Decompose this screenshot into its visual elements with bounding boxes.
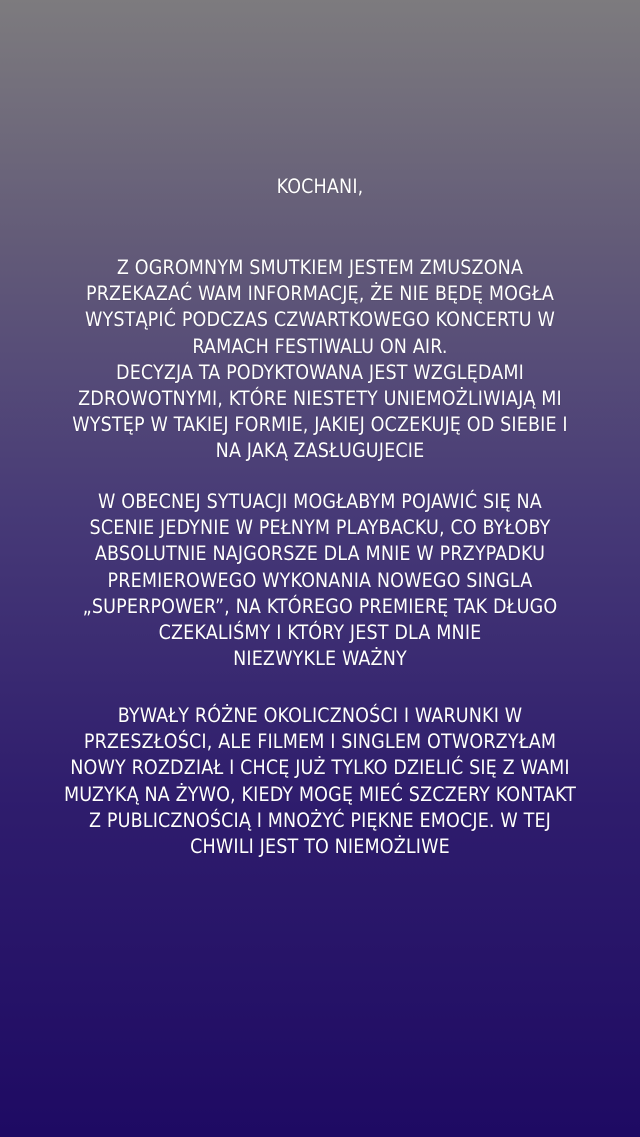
paragraph-line: PRZESZŁOŚCI, ALE FILMEM I SINGLEM OTWORZYŁAM	[83, 730, 557, 754]
paragraph-line: PREMIEROWEGO WYKONANIA NOWEGO SINGLA	[107, 568, 533, 592]
greeting-line: KOCHANI,	[276, 175, 364, 198]
paragraph-line: CZEKALIŚMY I KTÓRY JEST DLA MNIE	[158, 621, 482, 645]
paragraph-line: RAMACH FESTIWALU ON AIR.	[192, 334, 448, 358]
paragraph-line: MUZYKĄ NA ŻYWO, KIEDY MOGĘ MIEĆ SZCZERY KONTAKT	[63, 782, 577, 806]
paragraph-line: NA JAKĄ ZASŁUGUJECIE	[215, 439, 425, 463]
paragraph-line: NIEZWYKLE WAŻNY	[233, 647, 407, 671]
paragraph-line: „SUPERPOWER”, NA KTÓREGO PREMIERĘ TAK DŁUGO	[82, 594, 558, 618]
paragraph-line: Z PUBLICZNOŚCIĄ I MNOŻYĆ PIĘKNE EMOCJE. W TEJ	[88, 808, 552, 832]
paragraph-line: W OBECNEJ SYTUACJI MOGŁABYM POJAWIĆ SIĘ NA	[98, 490, 542, 513]
greeting-text	[0, 174, 640, 200]
paragraph-line: SCENIE JEDYNIE W PEŁNYM PLAYBACKU, CO BYŁOBY	[89, 516, 551, 540]
paragraph-line: ABSOLUTNIE NAJGORSZE DLA MNIE W PRZYPADKU	[94, 542, 546, 566]
paragraph-line: CHWILI JEST TO NIEMOŻLIWE	[190, 835, 450, 859]
paragraph-line: NOWY ROZDZIAŁ I CHCĘ JUŻ TYLKO DZIELIĆ SIĘ Z WAMI	[70, 756, 570, 780]
paragraph-1	[0, 255, 640, 465]
paragraph-line: DECYZJA TA PODYKTOWANA JEST WZGLĘDAMI	[116, 360, 524, 384]
paragraph-line: ZDROWOTNYMI, KTÓRE NIESTETY UNIEMOŻLIWIAJĄ MI	[78, 387, 562, 411]
paragraph-3	[0, 703, 640, 860]
paragraph-2	[0, 489, 640, 672]
paragraph-line: WYSTĄPIĆ PODCZAS CZWARTKOWEGO KONCERTU W	[85, 308, 555, 332]
paragraph-line: Z OGROMNYM SMUTKIEM JESTEM ZMUSZONA	[116, 256, 524, 279]
paragraph-line: BYWAŁY RÓŻNE OKOLICZNOŚCI I WARUNKI W	[117, 704, 523, 727]
paragraph-line: WYSTĘP W TAKIEJ FORMIE, JAKIEJ OCZEKUJĘ OD SIEBIE I	[72, 413, 568, 437]
paragraph-line: PRZEKAZAĆ WAM INFORMACJĘ, ŻE NIE BĘDĘ MOGŁA	[85, 282, 555, 306]
